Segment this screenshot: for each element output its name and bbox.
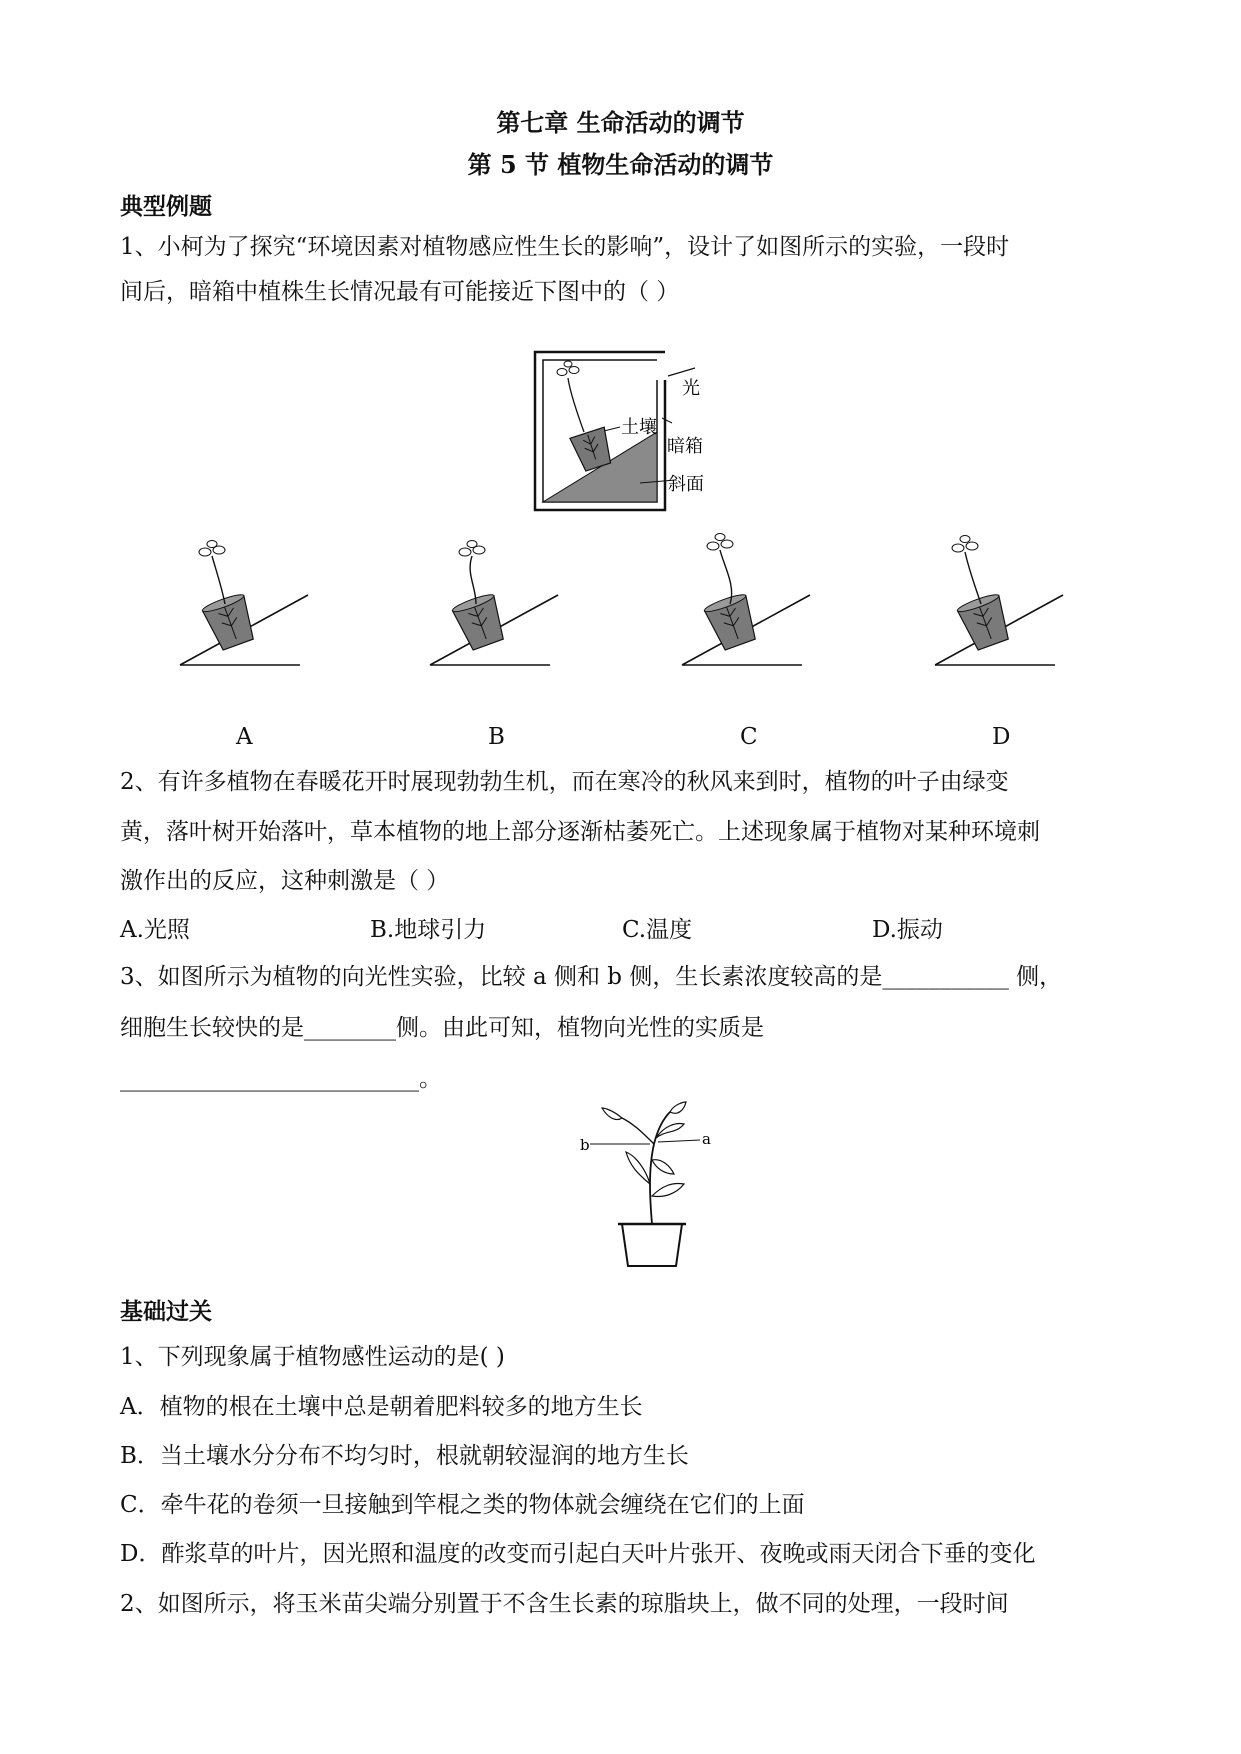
choice-label-b: B	[488, 724, 505, 750]
q1-line2: 间后，暗箱中植株生长情况最有可能接近下图中的（ ）	[120, 279, 680, 305]
q2-option-b: B.地球引力	[370, 917, 487, 943]
q3-line1: 3、如图所示为植物的向光性实验，比较 a 侧和 b 侧，生长素浓度较高的是___________ 侧，	[120, 964, 1063, 990]
basic-heading: 基础过关	[120, 1298, 212, 1325]
soil-label: 土壤	[621, 417, 657, 438]
dark-box-figure	[530, 350, 730, 520]
bq1-option-c: C．牵牛花的卷须一旦接触到竿棍之类的物体就会缠绕在它们的上面	[120, 1492, 805, 1518]
choice-d-figure	[925, 530, 1075, 670]
choice-label-d: D	[992, 724, 1011, 750]
q3-line2: 细胞生长较快的是________侧。由此可知，植物向光性的实质是	[120, 1015, 764, 1041]
light-label: 光	[682, 378, 700, 399]
bq1-stem: 1、下列现象属于植物感性运动的是( )	[120, 1344, 505, 1370]
q2-line1: 2、有许多植物在春暖花开时展现勃勃生机，而在寒冷的秋风来到时，植物的叶子由绿变	[120, 769, 1009, 795]
bq1-option-b: B．当土壤水分分布不均匀时，根就朝较湿润的地方生长	[120, 1443, 689, 1469]
q2-option-d: D.振动	[872, 917, 943, 943]
q2-option-a: A.光照	[120, 917, 190, 943]
bq2-line1: 2、如图所示，将玉米苗尖端分别置于不含生长素的琼脂块上，做不同的处理，一段时间	[120, 1591, 1009, 1617]
q2-line2: 黄，落叶树开始落叶，草本植物的地上部分逐渐枯萎死亡。上述现象属于植物对某种环境刺	[120, 819, 1040, 845]
q3-line3: __________________________。	[120, 1066, 442, 1092]
section-title: 第 5 节 植物生命活动的调节	[467, 150, 774, 179]
slope-label: 斜面	[668, 474, 704, 495]
example-heading: 典型例题	[120, 193, 212, 220]
choice-label-a: A	[236, 724, 253, 750]
q2-option-c: C.温度	[622, 917, 693, 943]
q2-line3: 激作出的反应，这种刺激是（ ）	[120, 868, 450, 894]
bq1-option-d: D．酢浆草的叶片，因光照和温度的改变而引起白天叶片张开、夜晚或雨天闭合下垂的变化	[120, 1541, 1036, 1567]
bq1-option-a: A．植物的根在土壤中总是朝着肥料较多的地方生长	[120, 1394, 643, 1420]
label-b: b	[580, 1136, 590, 1154]
dark-box-label: 暗箱	[667, 436, 703, 457]
choice-a-figure	[170, 540, 320, 670]
q1-line1: 1、小柯为了探究“环境因素对植物感应性生长的影响”，设计了如图所示的实验，一段时	[120, 234, 1010, 260]
phototropism-figure	[580, 1100, 720, 1270]
choice-b-figure	[420, 540, 570, 670]
choice-c-figure	[672, 530, 822, 670]
label-a: a	[702, 1130, 711, 1148]
choice-label-c: C	[740, 724, 758, 750]
chapter-title: 第七章 生命活动的调节	[496, 108, 745, 137]
